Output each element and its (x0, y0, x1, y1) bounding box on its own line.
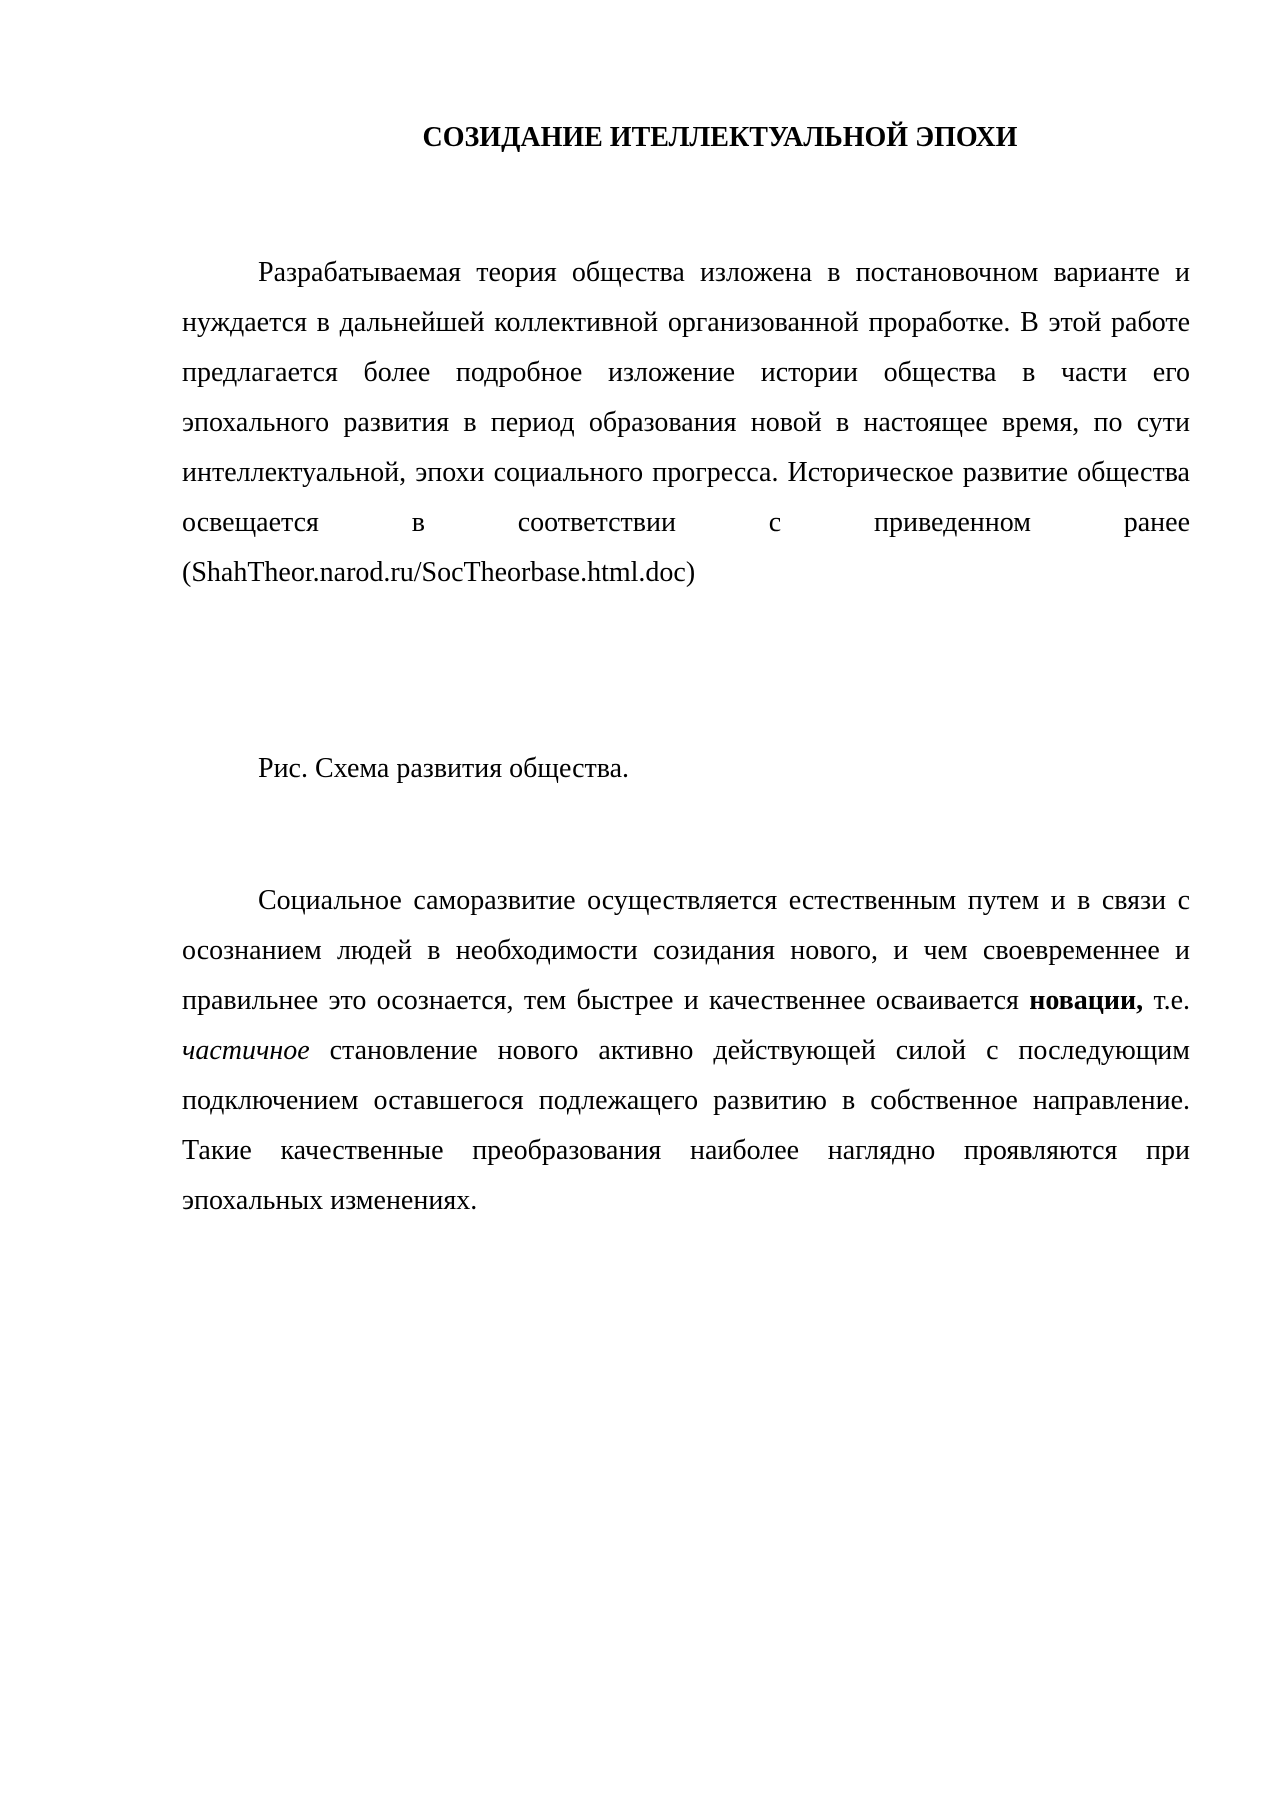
emphasis-bold-term: новации, (1029, 985, 1144, 1016)
paragraph-text-part1: Социальное саморазвитие осуществляется естественным путем и в связи с осознанием людей в необходимости созидания нового, и чем своевременнее и правильнее это осознается, тем быстрее и качественнее осваивается (182, 885, 1190, 1016)
emphasis-italic-term: частичное (182, 1035, 310, 1066)
paragraph-development (182, 876, 1190, 1226)
paragraph-intro: Разрабатываемая теория общества изложена в постановочном варианте и нуждается в дальнейшей коллективной организованной проработке. В этой работе предлагается более подробное изложение истории общества в части его эпохального развития в период образования новой в настоящее время, по сути интеллектуальной, эпохи социального прогресса. Историческое развитие общества освещается в соответствии с приведенном ранее (ShahTheor.narod.ru/SocTheorbase.html.doc) (182, 257, 1190, 588)
figure-caption: Рис. Схема развития общества. (258, 753, 630, 784)
document-title: СОЗИДАНИЕ ИТЕЛЛЕКТУАЛЬНОЙ ЭПОХИ (422, 122, 1018, 153)
paragraph-text-part2: т.е. (1143, 985, 1190, 1016)
paragraph-text-part3: становление нового активно действующей силой с последующим подключением оставшегося подлежащего развитию в собственное направление. Такие качественные преобразования наиболее наглядно проявляются при эпохальных изменениях. (182, 1035, 1190, 1216)
